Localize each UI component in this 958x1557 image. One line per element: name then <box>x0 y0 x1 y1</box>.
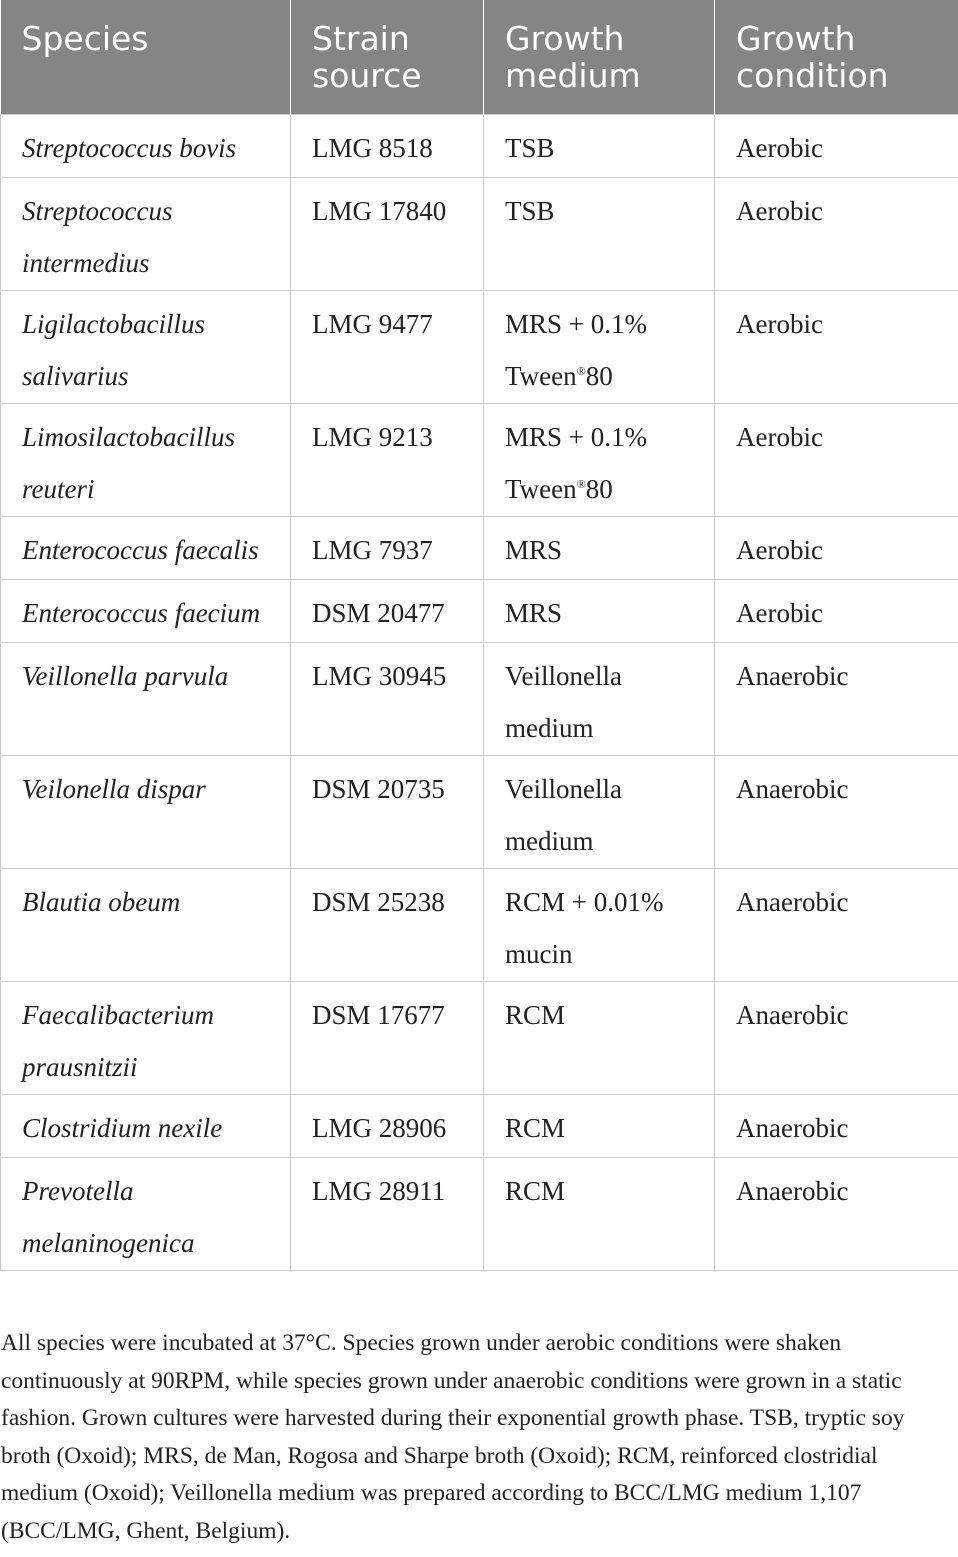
medium-cell: Veillonella medium <box>484 755 715 868</box>
strain-cell: LMG 28906 <box>291 1094 484 1157</box>
strain-cell: LMG 9213 <box>291 403 484 516</box>
strain-cell: LMG 30945 <box>291 642 484 755</box>
medium-cell: Veillonella medium <box>484 642 715 755</box>
species-cell: Streptococcus bovis <box>1 114 291 177</box>
species-cell: Veillonella parvula <box>1 642 291 755</box>
species-cell: Enterococcus faecium <box>1 579 291 642</box>
header-strain-source: Strain source <box>291 0 484 114</box>
species-cell: Ligilactobacillus salivarius <box>1 290 291 403</box>
medium-text: MRS + 0.1% Tween <box>505 421 648 504</box>
medium-cell: TSB <box>484 177 715 290</box>
table-row <box>1 114 958 177</box>
species-cell: Faecalibacterium prausnitzii <box>1 981 291 1094</box>
species-cell: Enterococcus faecalis <box>1 516 291 579</box>
table-row <box>1 1094 958 1157</box>
species-cell: Veilonella dispar <box>1 755 291 868</box>
medium-suffix: 80 <box>585 473 613 504</box>
strain-cell: LMG 8518 <box>291 114 484 177</box>
species-cell: Limosilactobacillus reuteri <box>1 403 291 516</box>
medium-cell: MRS <box>484 516 715 579</box>
table-row <box>1 981 958 1094</box>
medium-suffix: 80 <box>585 360 613 391</box>
medium-cell: RCM <box>484 981 715 1094</box>
condition-cell: Aerobic <box>715 290 958 403</box>
medium-cell: TSB <box>484 114 715 177</box>
table-row <box>1 177 958 290</box>
medium-cell: RCM <box>484 1094 715 1157</box>
table-row <box>1 516 958 579</box>
condition-cell: Aerobic <box>715 177 958 290</box>
table-row <box>1 642 958 755</box>
header-row <box>1 0 958 114</box>
species-cell: Prevotella melaninogenica <box>1 1157 291 1270</box>
condition-cell: Anaerobic <box>715 1157 958 1270</box>
header-species: Species <box>1 0 291 114</box>
condition-cell: Aerobic <box>715 403 958 516</box>
strain-cell: LMG 28911 <box>291 1157 484 1270</box>
registered-mark: ® <box>576 476 586 491</box>
table-row <box>1 868 958 981</box>
registered-mark: ® <box>576 363 586 378</box>
table-row <box>1 403 958 516</box>
strain-cell: DSM 20477 <box>291 579 484 642</box>
species-cell: Clostridium nexile <box>1 1094 291 1157</box>
condition-cell: Anaerobic <box>715 755 958 868</box>
condition-cell: Aerobic <box>715 114 958 177</box>
species-cell: Streptococcus intermedius <box>1 177 291 290</box>
strain-cell: DSM 25238 <box>291 868 484 981</box>
condition-cell: Anaerobic <box>715 868 958 981</box>
strain-cell: LMG 9477 <box>291 290 484 403</box>
medium-cell: RCM <box>484 1157 715 1270</box>
species-cell: Blautia obeum <box>1 868 291 981</box>
condition-cell: Aerobic <box>715 516 958 579</box>
medium-cell: MRS <box>484 579 715 642</box>
strain-cell: LMG 17840 <box>291 177 484 290</box>
medium-cell: RCM + 0.01% mucin <box>484 868 715 981</box>
medium-cell <box>484 403 715 516</box>
condition-cell: Aerobic <box>715 579 958 642</box>
table-row <box>1 290 958 403</box>
strain-cell: LMG 7937 <box>291 516 484 579</box>
table-row <box>1 1157 958 1270</box>
header-growth-condition: Growth condition <box>715 0 958 114</box>
table-row <box>1 755 958 868</box>
table-footnote: All species were incubated at 37°C. Species grown under aerobic conditions were shaken continuously at 90RPM, while species grown under anaerobic conditions were grown in a static fashion. Grown cultures were harvested during their exponential growth phase. TSB, tryptic soy broth (Oxoid); MRS, de Man, Rogosa and Sharpe broth (Oxoid); RCM, reinforced clostridial medium (Oxoid); Veillonella medium was prepared according to BCC/LMG medium 1,107 (BCC/LMG, Ghent, Belgium). <box>1 1330 905 1544</box>
condition-cell: Anaerobic <box>715 642 958 755</box>
header-growth-medium: Growth medium <box>484 0 715 114</box>
condition-cell: Anaerobic <box>715 981 958 1094</box>
medium-cell <box>484 290 715 403</box>
condition-cell: Anaerobic <box>715 1094 958 1157</box>
strain-cell: DSM 17677 <box>291 981 484 1094</box>
strain-cell: DSM 20735 <box>291 755 484 868</box>
medium-text: MRS + 0.1% Tween <box>505 308 648 391</box>
table-row <box>1 579 958 642</box>
